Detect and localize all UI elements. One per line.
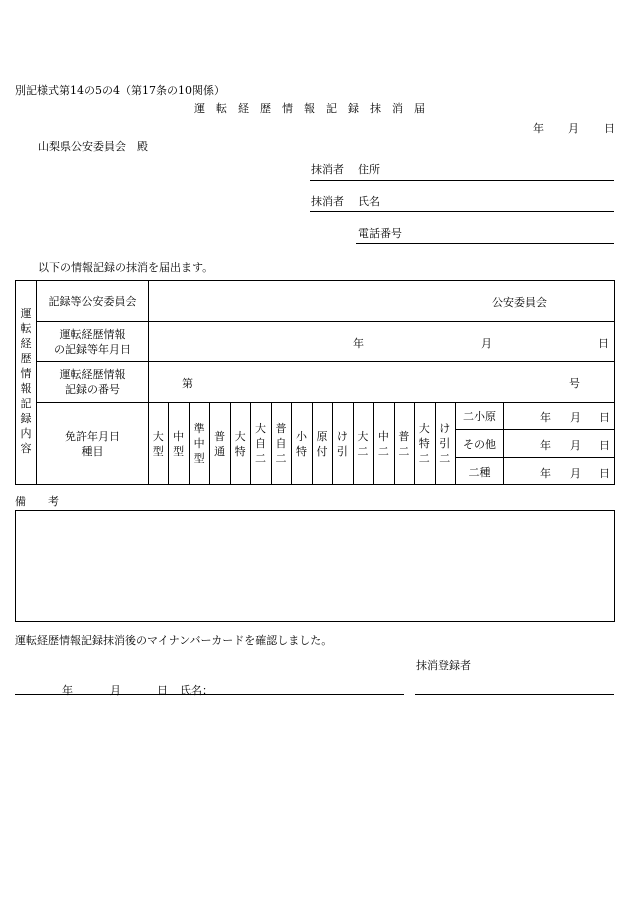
side-label: 運 転 経 歴 情 報 記 録 内 容 <box>20 307 32 455</box>
license-type-column <box>291 402 311 485</box>
license-type-char: 二 <box>357 444 369 458</box>
license-type-column <box>312 402 332 485</box>
license-type-column <box>435 402 455 485</box>
commission-field[interactable] <box>150 283 480 319</box>
extra-row-label: その他 <box>463 437 496 451</box>
extra-row-day: 日 <box>599 411 610 424</box>
header-date-month: 月 <box>568 122 579 135</box>
form-title: 運 転 経 歴 情 報 記 録 抹 消 届 <box>194 102 425 115</box>
name-field[interactable] <box>310 211 614 212</box>
extra-row-month: 月 <box>570 467 581 480</box>
license-type-char: 準 <box>193 422 205 435</box>
license-type-char: 自 <box>255 437 267 450</box>
footer-name-label: 氏名： <box>180 684 213 697</box>
license-type-column <box>373 402 393 485</box>
row3-suffix: 号 <box>569 377 580 390</box>
license-type-char: 大 <box>255 422 267 435</box>
license-type-column <box>394 402 414 485</box>
extra-row-month: 月 <box>570 411 581 424</box>
footer-month: 月 <box>110 684 121 697</box>
remarks-box[interactable] <box>15 510 615 622</box>
registrar-signature-line[interactable] <box>415 694 614 695</box>
license-type-char: 型 <box>173 444 185 458</box>
license-type-char: 型 <box>193 452 205 465</box>
license-type-char: 二 <box>439 452 451 465</box>
license-type-column <box>414 402 434 485</box>
phone-label: 電話番号 <box>358 227 402 240</box>
license-type-char: 通 <box>214 444 226 458</box>
license-type-char: 二 <box>275 452 287 465</box>
license-type-char: 中 <box>173 429 185 443</box>
license-type-char: 引 <box>336 444 348 458</box>
row2-month: 月 <box>481 337 492 350</box>
license-type-char: 特 <box>234 444 246 458</box>
extra-row-label: 二種 <box>468 465 491 479</box>
row1-value: 公安委員会 <box>492 296 547 309</box>
row1-label: 記録等公安委員会 <box>48 295 137 308</box>
address-label: 住所 <box>358 163 380 176</box>
license-type-char: 付 <box>316 444 328 458</box>
license-type-char: 二 <box>255 452 267 465</box>
extra-row-day: 日 <box>599 467 610 480</box>
license-type-char: 普 <box>275 422 287 435</box>
address-role-label: 抹消者 <box>311 163 344 176</box>
addressee: 山梨県公安委員会 殿 <box>38 140 148 153</box>
row2-day: 日 <box>598 337 609 350</box>
license-type-column <box>271 402 291 485</box>
license-type-char: 大 <box>357 429 369 443</box>
header-date-year: 年 <box>533 122 544 135</box>
extra-row-month: 月 <box>570 439 581 452</box>
license-type-char: 大 <box>152 429 164 443</box>
license-type-column <box>332 402 352 485</box>
license-type-column <box>168 402 188 485</box>
extra-row-year: 年 <box>540 411 551 424</box>
license-type-char: 原 <box>316 429 328 443</box>
extra-row-label: 二小原 <box>463 410 496 423</box>
footer-year: 年 <box>62 684 73 697</box>
phone-field[interactable] <box>356 243 614 244</box>
row3-label: 運転経歴情報 記録の番号 <box>59 368 126 396</box>
license-type-column <box>209 402 229 485</box>
row2-year: 年 <box>353 337 364 350</box>
extra-row-year: 年 <box>540 467 551 480</box>
license-type-column <box>230 402 250 485</box>
registrar-label: 抹消登録者 <box>416 659 471 672</box>
intro-text: 以下の情報記録の抹消を届出ます。 <box>38 261 214 274</box>
license-type-char: 二 <box>418 452 430 465</box>
license-type-column <box>353 402 373 485</box>
footer-signature-line[interactable] <box>15 694 404 695</box>
confirmation-text: 運転経歴情報記録抹消後のマイナンバーカードを確認しました。 <box>15 634 333 647</box>
extra-row-year: 年 <box>540 439 551 452</box>
license-type-column <box>148 402 168 485</box>
license-type-char: 二 <box>398 444 410 458</box>
license-type-column <box>189 402 209 485</box>
row3-prefix: 第 <box>182 377 193 390</box>
license-type-column <box>250 402 270 485</box>
license-type-char: け <box>439 422 451 435</box>
license-type-char: 普 <box>398 429 410 443</box>
license-type-char: 小 <box>295 429 307 443</box>
footer-day: 日 <box>157 684 168 697</box>
extra-row-day: 日 <box>599 439 610 452</box>
license-type-char: 自 <box>275 437 287 450</box>
license-type-char: 普 <box>214 429 226 443</box>
license-type-char: 特 <box>295 444 307 458</box>
address-field[interactable] <box>310 180 614 181</box>
license-type-char: 中 <box>193 437 205 450</box>
license-type-char: 二 <box>377 444 389 458</box>
name-role-label: 抹消者 <box>311 195 344 208</box>
license-type-char: 引 <box>439 437 451 450</box>
form-reference: 別記様式第14の5の4（第17条の10関係） <box>15 84 225 97</box>
row2-label: 運転経歴情報 の記録等年月日 <box>54 327 131 356</box>
license-type-char: け <box>336 429 348 443</box>
header-date-day: 日 <box>604 122 615 135</box>
license-type-char: 大 <box>418 422 430 435</box>
remarks-label: 備 考 <box>15 495 59 508</box>
row4-label: 免許年月日 種目 <box>65 430 120 458</box>
license-type-char: 型 <box>152 444 164 458</box>
license-type-char: 中 <box>377 429 389 443</box>
license-type-char: 特 <box>418 437 430 450</box>
license-type-char: 大 <box>234 429 246 443</box>
name-label: 氏名 <box>358 195 380 208</box>
